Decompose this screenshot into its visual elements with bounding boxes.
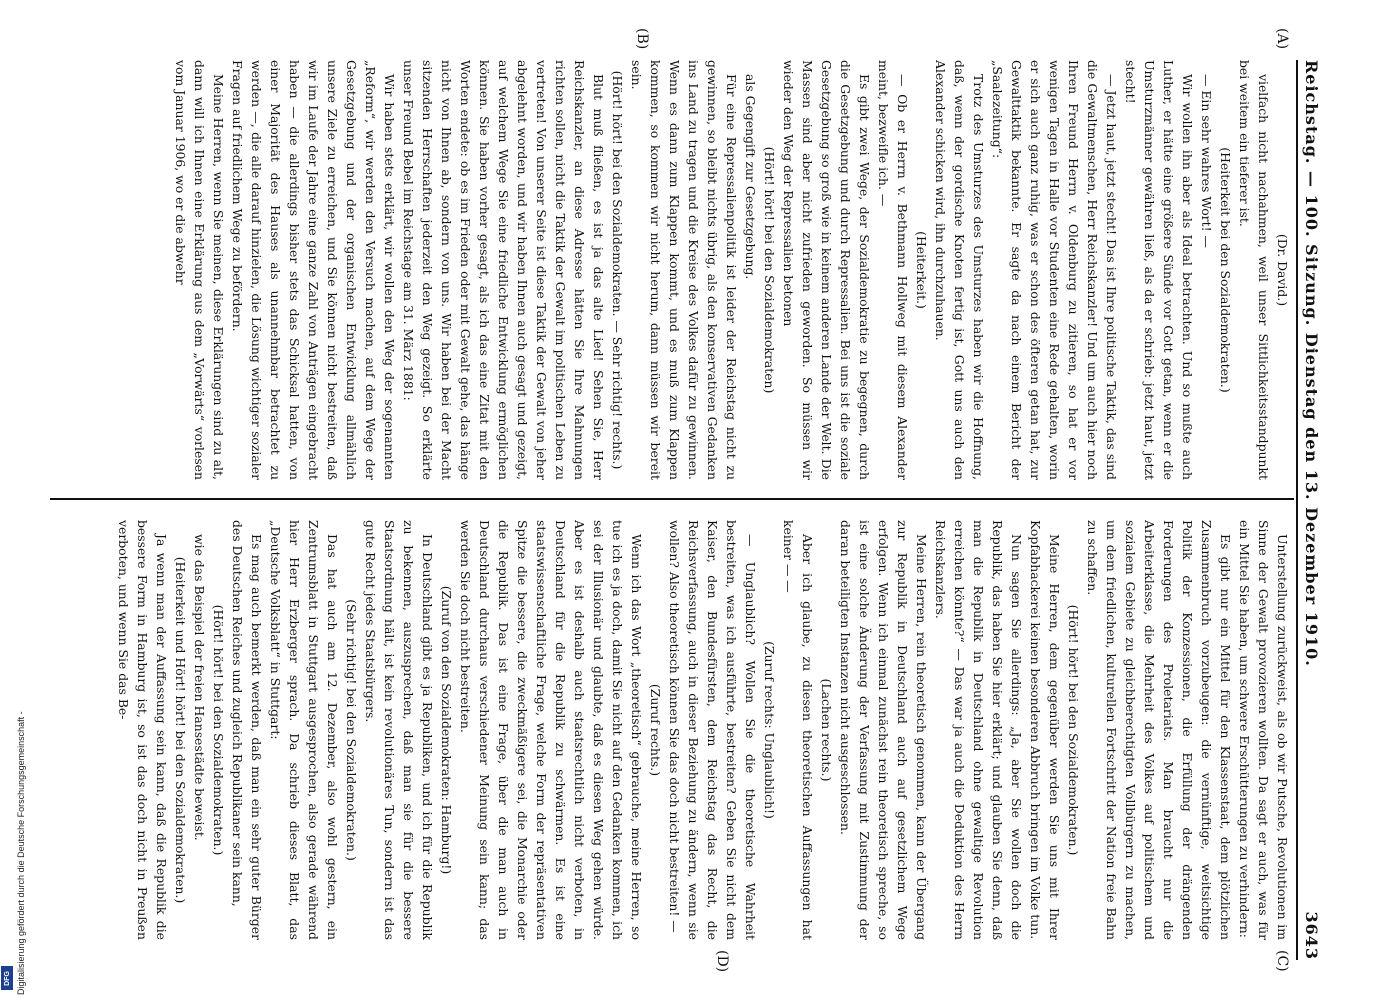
paragraph: Es gibt nur ein Mittel für den Klassenstaat, dem plötzlichen Zusammenbruch vorzubeugen: die vernünftige, weitsichtige Politik der Konzessionen, die Erfüllung der drängenden Forderungen des Proletariats. Man braucht nur die Arbeiterklasse, die Mehrheit des Volkes auf politischem und sozialem Gebiete zu gleichberechtigten Vollbürgern zu machen, um dem friedlichen, kulturellen Fortschritt der Nation freie Bahn zu schaffen. bbox=[1085, 520, 1233, 940]
paragraph: (Heiterkeit bei den Sozialdemokraten.) bbox=[1218, 147, 1233, 393]
dfg-logo-text: DFG bbox=[3, 970, 11, 986]
rotated-newspaper-sheet bbox=[30, 20, 1330, 980]
paragraph: Es mag auch bemerkt werden, daß man ein sehr guter Bürger des Deutschen Reiches und zugleich Republikaner sein kann, bbox=[230, 520, 264, 940]
column-divider bbox=[50, 498, 1294, 500]
page-number: 3643 bbox=[1302, 911, 1322, 960]
paragraph: Nun sagen Sie allerdings: „Ja, aber Sie wollen doch die Republik, das haben Sie hier erklärt; und glauben Sie denn, daß man die Republik in Deutschland ohne gewaltige Revolution erreichen könnte?“ — Das war ja auch die Deduktion des Herrn Reichskanzlers. bbox=[933, 520, 1024, 940]
paragraph: Das hat auch am 12. Dezember, also wohl gestern, ein Zentrumsblatt in Stuttgart ausgesprochen, also gerade während hier Herr Erzberger sprach. Da schrieb dieses Blatt, das „Deutsche Volksblatt“ in Stuttgart: bbox=[268, 520, 340, 940]
paragraph: Unterstellung zurückweist, als ob wir Putsche, Revolutionen im Sinne der Gewalt provozieren wollten. Da sagt er auch, was für ein Mittel Sie haben, um schwere Erschütterungen zu verhindern: bbox=[1237, 520, 1290, 940]
paragraph: (Zuruf von den Sozialdemokraten: Hamburg!) bbox=[439, 585, 454, 875]
paragraph: Trotz des Umsturzes des Umsturzes haben wir die Hoffnung, daß, wenn der gordische Knoten fertig ist, Gott uns auch den Alexander schicken wird, ihn durchzuhauen. bbox=[933, 60, 986, 480]
digitization-credit bbox=[2, 600, 26, 995]
margin-marker-b: (B) bbox=[634, 28, 650, 50]
paragraph: (Sehr richtig! bei den Sozialdemokraten.) bbox=[344, 599, 359, 861]
paragraph: In Deutschland gibt es ja Republiken, und ich für die Republik zu bekennen, auszusprechen, daß man sie für die bessere Staatsordnung hält, ist kein revolutionäres Tun, sondern ist das gute Recht jedes Staatsbürgers. bbox=[363, 520, 435, 940]
paragraph: (Dr. David.) bbox=[1275, 233, 1290, 307]
paragraph: (Hört! hört! bei den Sozialdemokraten) bbox=[762, 146, 777, 394]
paragraph: Wir wollen ihn aber als Ideal betrachten. Und so mußte auch Luther, er hätte eine größere Sünde vor Gott getan, wenn er die Umsturzmänner gewähren ließ, als da er schrieb: jetzt haut, jetzt stecht! bbox=[1123, 60, 1195, 480]
paragraph: Meine Herren, dem gegenüber werden Sie uns mit Ihrer Kopfabhackerei keinen besonderen Abbruch bringen im Volke tun. bbox=[1028, 520, 1062, 940]
text-column-right bbox=[40, 520, 1292, 940]
paragraph: — Ob er Herrn v. Bethmann Hollweg mit diesem Alexander meint, bezweifle ich. — bbox=[876, 60, 910, 480]
paragraph: (Heiterkeit und Hört! hört! bei den Sozialdemokraten.) bbox=[173, 556, 188, 904]
paragraph: (Hört! hört! bei den Sozialdemokraten. — Sehr richtig! rechts.) bbox=[610, 70, 625, 470]
margin-marker-a: (A) bbox=[1274, 28, 1290, 50]
paragraph: — Jetzt haut, jetzt stecht! Das ist Ihre politische Taktik, das sind die Gewaltmenschen, Herr Reichskanzler! Und um auch hier noch Ihren Freund Herrn v. Oldenburg zu zitieren, so hat er vor wenigen Tagen in Halle vor Studenten eine Rede gehalten, worin er sich auch ganz ruhig, was er schon des öfteren getan hat, zur Gewalttaktik bekannte. Er sagte da nach einem Bericht der „Saalezeitung“: bbox=[990, 60, 1119, 480]
paragraph: Meine Herren, wenn Sie meinen, diese Erklärungen sind zu alt, dann will ich Ihnen eine Erklärung aus dem „Vorwärts“ vorlesen vom Januar 1906, wo er die abwehr bbox=[173, 60, 226, 480]
dfg-logo bbox=[1, 966, 13, 990]
paragraph: (Zuruf rechts: Unglaublich!) bbox=[762, 641, 777, 819]
paragraph: (Lachen rechts.) bbox=[819, 678, 834, 782]
paragraph: (Heiterkeit.) bbox=[914, 231, 929, 309]
paragraph: Wenn ich das Wort „theoretisch“ gebrauche, meine Herren, so tue ich es ja doch, damit Sie nicht auf den Gedanken kommen, ich sei der Illusionär und glaubte, daß es diesen Weg gehen würde. Aber es ist deshalb auch staatsrechtlich nicht verboten, in Deutschland für die Republik zu schwärmen. Es ist eine staatswissenschaftliche Frage, welche Form der repräsentativen Spitze die bessere, die zweckmäßigere sei, die Monarchie oder die Republik. Das ist eine Frage, über die man auch in Deutschland durchaus verschiedener Meinung sein kann; das werden Sie doch nicht bestreiten. bbox=[458, 520, 644, 940]
header-rule bbox=[1296, 60, 1298, 960]
paragraph: (Hört! hört! bei den Sozialdemokraten.) bbox=[211, 604, 226, 856]
paragraph: vielfach nicht nachahmen, weil unser Sittlichkeitsstandpunkt bei weitem ein tieferer ist. bbox=[1237, 60, 1271, 480]
text-column-left bbox=[40, 60, 1292, 480]
paragraph: — Unglaublich? Wollen Sie die theoretische Wahrheit bestreiten, was ich ausführte, bestreiten? Geben Sie nicht dem Kaiser, den Bundesfürsten, dem Reichstag das Recht, die Reichsverfassung, auch in dieser Beziehung zu ändern, wenn sie wollen? Also theoretisch können Sie das doch nicht bestreiten! — bbox=[667, 520, 758, 940]
paragraph: (Hört! hört! bei den Sozialdemokraten.) bbox=[1066, 604, 1081, 856]
paragraph: Aber ich glaube, zu diesen theoretischen Auffassungen hat keiner — — bbox=[781, 520, 815, 940]
margin-marker-d: (D) bbox=[714, 950, 730, 973]
paragraph: — Ein sehr wahres Wort! — bbox=[1199, 74, 1214, 248]
paragraph: als Gegengift zur Gesetzgebung. bbox=[743, 74, 758, 280]
paragraph: Meine Herren, rein theoretisch genommen, kann der Übergang zur Republik in Deutschland auch auf gesetzlichem Wege erfolgen. Wenn ich einmal zunächst rein theoretisch spreche, so ist eine solche Änderung der Verfassung mit Zustimmung der daran beteiligten Instanzen nicht ausgeschlossen. bbox=[838, 520, 929, 940]
paragraph: (Zuruf rechts.) bbox=[648, 683, 663, 777]
paragraph: wie das Beispiel der freien Hansestädte beweist. bbox=[192, 534, 207, 841]
paragraph: Es gibt zwei Wege, der Sozialdemokratie zu begegnen, durch die Gesetzgebung und durch Repressalien. Bei uns ist die soziale Gesetzgebung so groß wie in keinem anderen Lande der Welt. Die Massen sind aber nicht zufrieden geworden. So müssen wir wieder den Weg der Repressalien betonen bbox=[781, 60, 872, 480]
header-title: Reichstag. — 100. Sitzung. Dienstag den 13. Dezember 1910. bbox=[1302, 60, 1322, 667]
paragraph: Wir haben stets erklärt, wir wollen den Weg der sogenannten „Reform“, wir werden den Versuch machen, auf dem Wege der Gesetzgebung und der organischen Entwicklung allmählich unsere Ziele zu erreichen, und Sie können nicht bestreiten, daß wir im Laufe der Jahre eine ganze Zahl von Anträgen eingebracht haben — die allerdings bisher stets das Schicksal hatten, von einer Majorität des Hauses als unannehmbar betrachtet zu werden —, die alle darauf hinzielen, die Lösung wichtiger sozialer Fragen auf friedlichem Wege zu befördern. bbox=[230, 60, 397, 480]
paragraph: Blut muß fließen, es ist ja das alte Lied! Sehen Sie, Herr Reichskanzler, an diese Adresse hätten Sie Ihre Mahnungen richten sollen, nicht die Taktik der Gewalt im politischen Leben zu vertreten! Von unserer Seite ist diese Taktik der Gewalt von jeher abgelehnt worden, und wir haben Ihnen auch gesagt und gezeigt, auf welchem Wege Sie eine friedliche Entwicklung ermöglichen können. Sie haben vorher gesagt, als ich das eine Zitat mit den Worten endete: ob es im Frieden oder mit Gewalt gehe, das hänge nicht von Ihnen ab, sondern von uns. Wir haben bei der Macht sitzenden Herrschaften jederzeit den Weg gezeigt. So erklärte unser Freund Bebel im Reichstage am 31. März 1881: bbox=[401, 60, 606, 480]
page-header bbox=[1300, 60, 1324, 960]
margin-marker-c: (C) bbox=[1274, 950, 1290, 972]
paragraph: Ja wenn man der Auffassung sein kann, daß die Republik die bessere Form in Hamburg ist, so ist das doch nicht in Preußen verboten, und wenn Sie das Be- bbox=[116, 520, 169, 940]
credit-text: Digitalisierung gefördert durch die Deutsche Forschungsgemeinschaft - bbox=[16, 711, 26, 995]
paragraph: Für eine Repressalienpolitik ist leider der Reichstag nicht zu gewinnen, so bleibt nichts übrig, als den konservativen Gedanken ins Land zu tragen und die Kreise des Volkes dafür zu gewinnen. Wenn es dann zum Klappen kommt, und es muß zum Klappen kommen, so kommen wir nicht herum, dann müssen wir bereit sein. bbox=[629, 60, 739, 480]
